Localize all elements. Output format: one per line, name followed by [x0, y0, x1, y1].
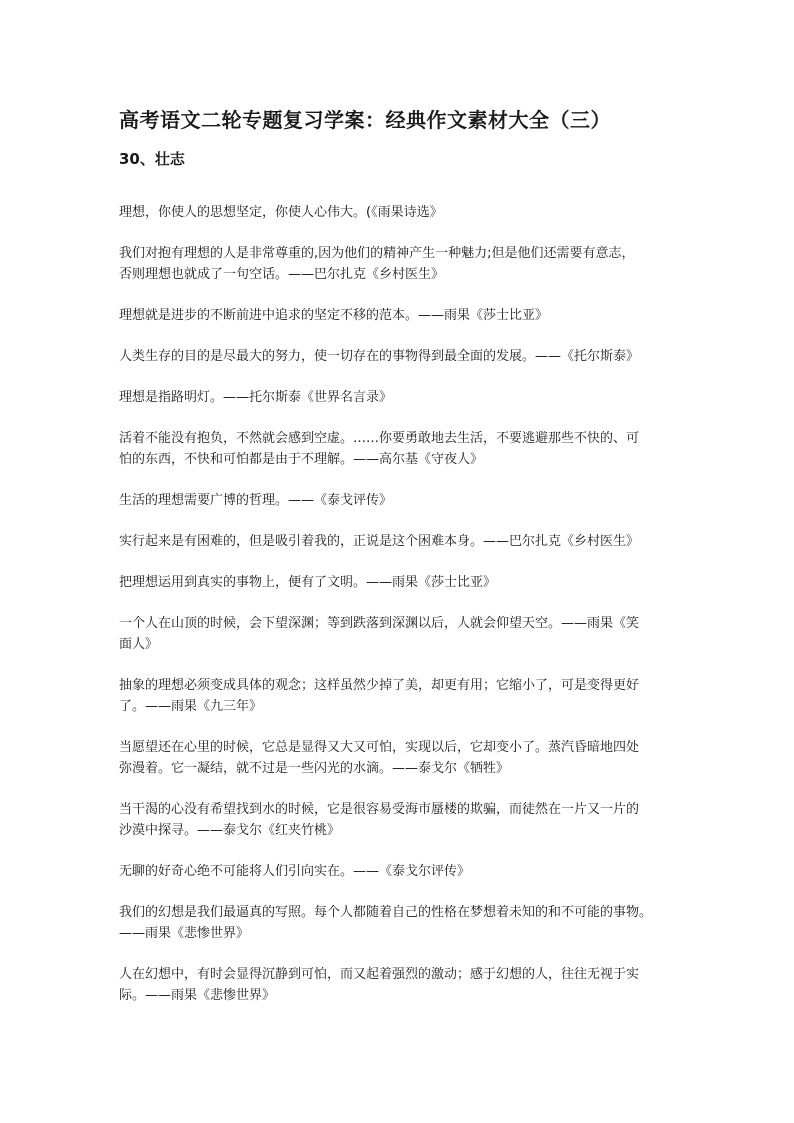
quote-line: 我们的幻想是我们最逼真的写照。每个人都随着自己的性格在梦想着未知的和不可能的事物。: [119, 905, 653, 920]
quote-line: 人在幻想中，有时会显得沉静到可怕，而又起着强烈的激动；感于幻想的人，往往无视于实: [119, 967, 640, 982]
quote-paragraph: [119, 531, 685, 552]
quote-paragraph: [119, 613, 685, 655]
section-heading: 30、壮志: [119, 150, 185, 168]
quote-paragraph: [119, 964, 685, 1006]
quote-paragraph: [119, 243, 685, 285]
quote-line: 抽象的理想必须变成具体的观念；这样虽然少掉了美，却更有用；它缩小了，可是变得更好: [119, 678, 640, 693]
quote-line: 沙漠中探寻。——泰戈尔《红夹竹桃》: [119, 823, 341, 838]
quote-line: 实行起来是有困难的，但是吸引着我的，正说是这个困难本身。——巴尔扎克《乡村医生》: [119, 534, 640, 549]
quote-line: 弥漫着。它一凝结，就不过是一些闪光的水滴。——泰戈尔《牺牲》: [119, 761, 510, 776]
quote-paragraph: [119, 799, 685, 841]
quote-line: 际。——雨果《悲惨世界》: [119, 988, 276, 1003]
quote-line: 怕的东西，不快和可怕都是由于不理解。——高尔基《守夜人》: [119, 452, 484, 467]
quote-line: 当愿望还在心里的时候，它总是显得又大又可怕，实现以后，它却变小了。蒸汽昏暗地四处: [119, 740, 640, 755]
quote-paragraph: [119, 346, 685, 367]
quote-line: 面人》: [119, 637, 159, 652]
quote-line: 理想是指路明灯。——托尔斯泰《世界名言录》: [119, 390, 393, 405]
quote-line: 了。——雨果《九三年》: [119, 699, 263, 714]
quote-paragraph: [119, 737, 685, 779]
quote-line: 否则理想也就成了一句空话。——巴尔扎克《乡村医生》: [119, 267, 445, 282]
quote-paragraph: [119, 428, 685, 470]
quote-line: 我们对抱有理想的人是非常尊重的,因为他们的精神产生一种魅力;但是他们还需要有意志，: [119, 246, 635, 261]
quote-line: ——雨果《悲惨世界》: [119, 926, 250, 941]
quote-line: 人类生存的目的是尽最大的努力，使一切存在的事物得到最全面的发展。——《托尔斯泰》: [119, 349, 640, 364]
quote-paragraph: [119, 490, 685, 511]
quote-paragraph: [119, 387, 685, 408]
quote-line: 生活的理想需要广博的哲理。——《泰戈评传》: [119, 493, 393, 508]
quote-paragraph: [119, 202, 685, 223]
quote-paragraph: [119, 675, 685, 717]
quote-paragraph: [119, 305, 685, 326]
page-title: 高考语文二轮专题复习学案：经典作文素材大全（三）: [119, 108, 611, 132]
quote-line: 理想就是进步的不断前进中追求的坚定不移的范本。——雨果《莎士比亚》: [119, 308, 549, 323]
quote-line: 活着不能没有抱负，不然就会感到空虚。……你要勇敢地去生活，不要逃避那些不快的、可: [119, 431, 640, 446]
quote-line: 当干渴的心没有希望找到水的时候，它是很容易受海市蜃楼的欺骗，而徒然在一片又一片的: [119, 802, 640, 817]
quote-paragraph: [119, 572, 685, 593]
quote-line: 无聊的好奇心绝不可能将人们引向实在。——《泰戈尔评传》: [119, 864, 471, 879]
quote-paragraph: [119, 902, 685, 944]
quote-line: 一个人在山顶的时候，会下望深渊；等到跌落到深渊以后，人就会仰望天空。——雨果《笑: [119, 616, 640, 631]
quote-line: 把理想运用到真实的事物上，便有了文明。——雨果《莎士比亚》: [119, 575, 497, 590]
quote-paragraph: [119, 861, 685, 882]
quote-line: 理想，你使人的思想坚定，你使人心伟大。(《雨果诗选》: [119, 205, 443, 220]
quote-list: [119, 202, 685, 1026]
